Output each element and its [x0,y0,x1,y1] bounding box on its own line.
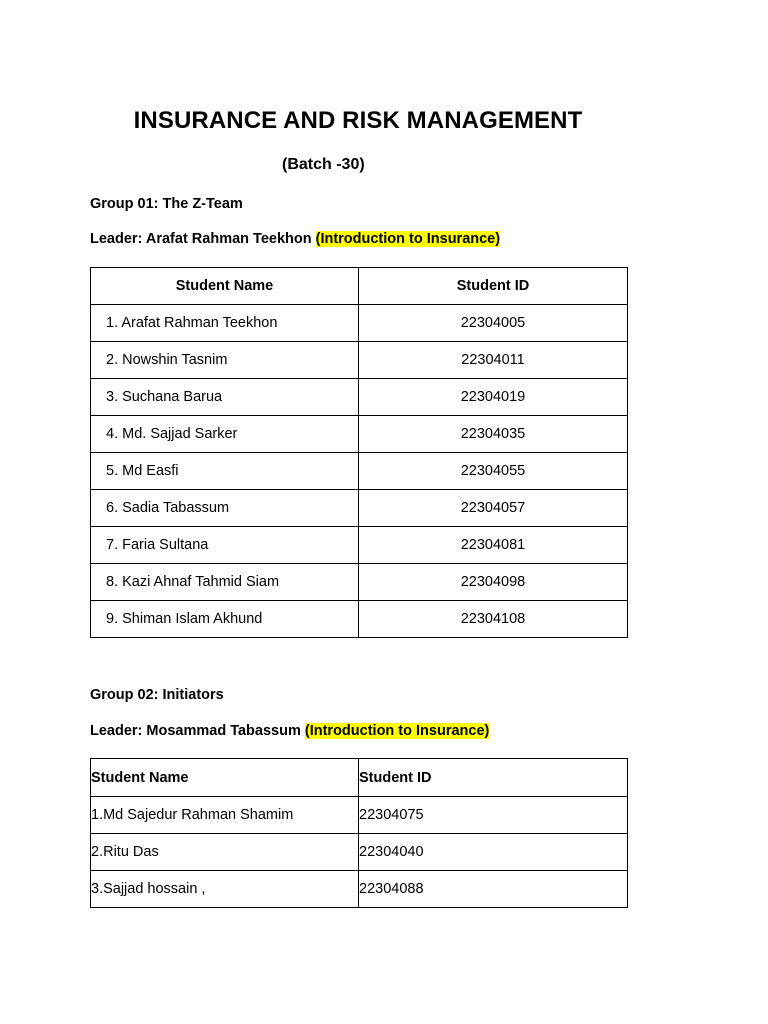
group-1-heading: Group 01: The Z-Team [90,196,243,212]
student-name-cell: 3. Suchana Barua [91,379,359,416]
student-name-cell: 2.Ritu Das [91,834,359,871]
table-row [91,342,628,379]
document-title: INSURANCE AND RISK MANAGEMENT [133,107,583,134]
table-row [91,453,628,490]
group-2-student-table [90,758,628,908]
column-header-student-id: Student ID [359,268,628,305]
table-row [91,379,628,416]
student-id-cell: 22304075 [359,797,628,834]
student-name-cell: 1.Md Sajedur Rahman Shamim [91,797,359,834]
group-1-leader-line [90,231,500,247]
table-header-row [91,759,628,797]
student-name-cell: 3.Sajjad hossain , [91,871,359,908]
student-id-cell: 22304011 [359,342,628,379]
group-1-leader-name: Leader: Arafat Rahman Teekhon [90,231,312,247]
group-2-topic-highlight: (Introduction to Insurance) [304,723,490,739]
group-2-leader-name: Leader: Mosammad Tabassum [90,723,301,739]
student-name-cell: 9. Shiman Islam Akhund [91,601,359,638]
student-name-cell: 8. Kazi Ahnaf Tahmid Siam [91,564,359,601]
table-row [91,416,628,453]
batch-label: (Batch -30) [282,156,365,173]
student-name-cell: 6. Sadia Tabassum [91,490,359,527]
student-name-cell: 4. Md. Sajjad Sarker [91,416,359,453]
student-name-cell: 1. Arafat Rahman Teekhon [91,305,359,342]
student-id-cell: 22304005 [359,305,628,342]
table-row [91,797,628,834]
table-row [91,834,628,871]
student-id-cell: 22304088 [359,871,628,908]
column-header-student-id: Student ID [359,759,628,797]
student-id-cell: 22304057 [359,490,628,527]
column-header-student-name: Student Name [91,268,359,305]
table-row [91,527,628,564]
group-1-topic-highlight: (Introduction to Insurance) [315,231,501,247]
student-name-cell: 2. Nowshin Tasnim [91,342,359,379]
table-header-row [91,268,628,305]
student-id-cell: 22304055 [359,453,628,490]
student-name-cell: 7. Faria Sultana [91,527,359,564]
table-row [91,601,628,638]
student-id-cell: 22304040 [359,834,628,871]
student-id-cell: 22304019 [359,379,628,416]
table-row [91,564,628,601]
student-id-cell: 22304081 [359,527,628,564]
table-row [91,871,628,908]
student-name-cell: 5. Md Easfi [91,453,359,490]
table-row [91,490,628,527]
student-id-cell: 22304035 [359,416,628,453]
group-1-student-table [90,267,628,638]
group-2-heading: Group 02: Initiators [90,687,224,703]
group-2-leader-line [90,723,489,739]
student-id-cell: 22304098 [359,564,628,601]
student-id-cell: 22304108 [359,601,628,638]
column-header-student-name: Student Name [91,759,359,797]
table-row [91,305,628,342]
